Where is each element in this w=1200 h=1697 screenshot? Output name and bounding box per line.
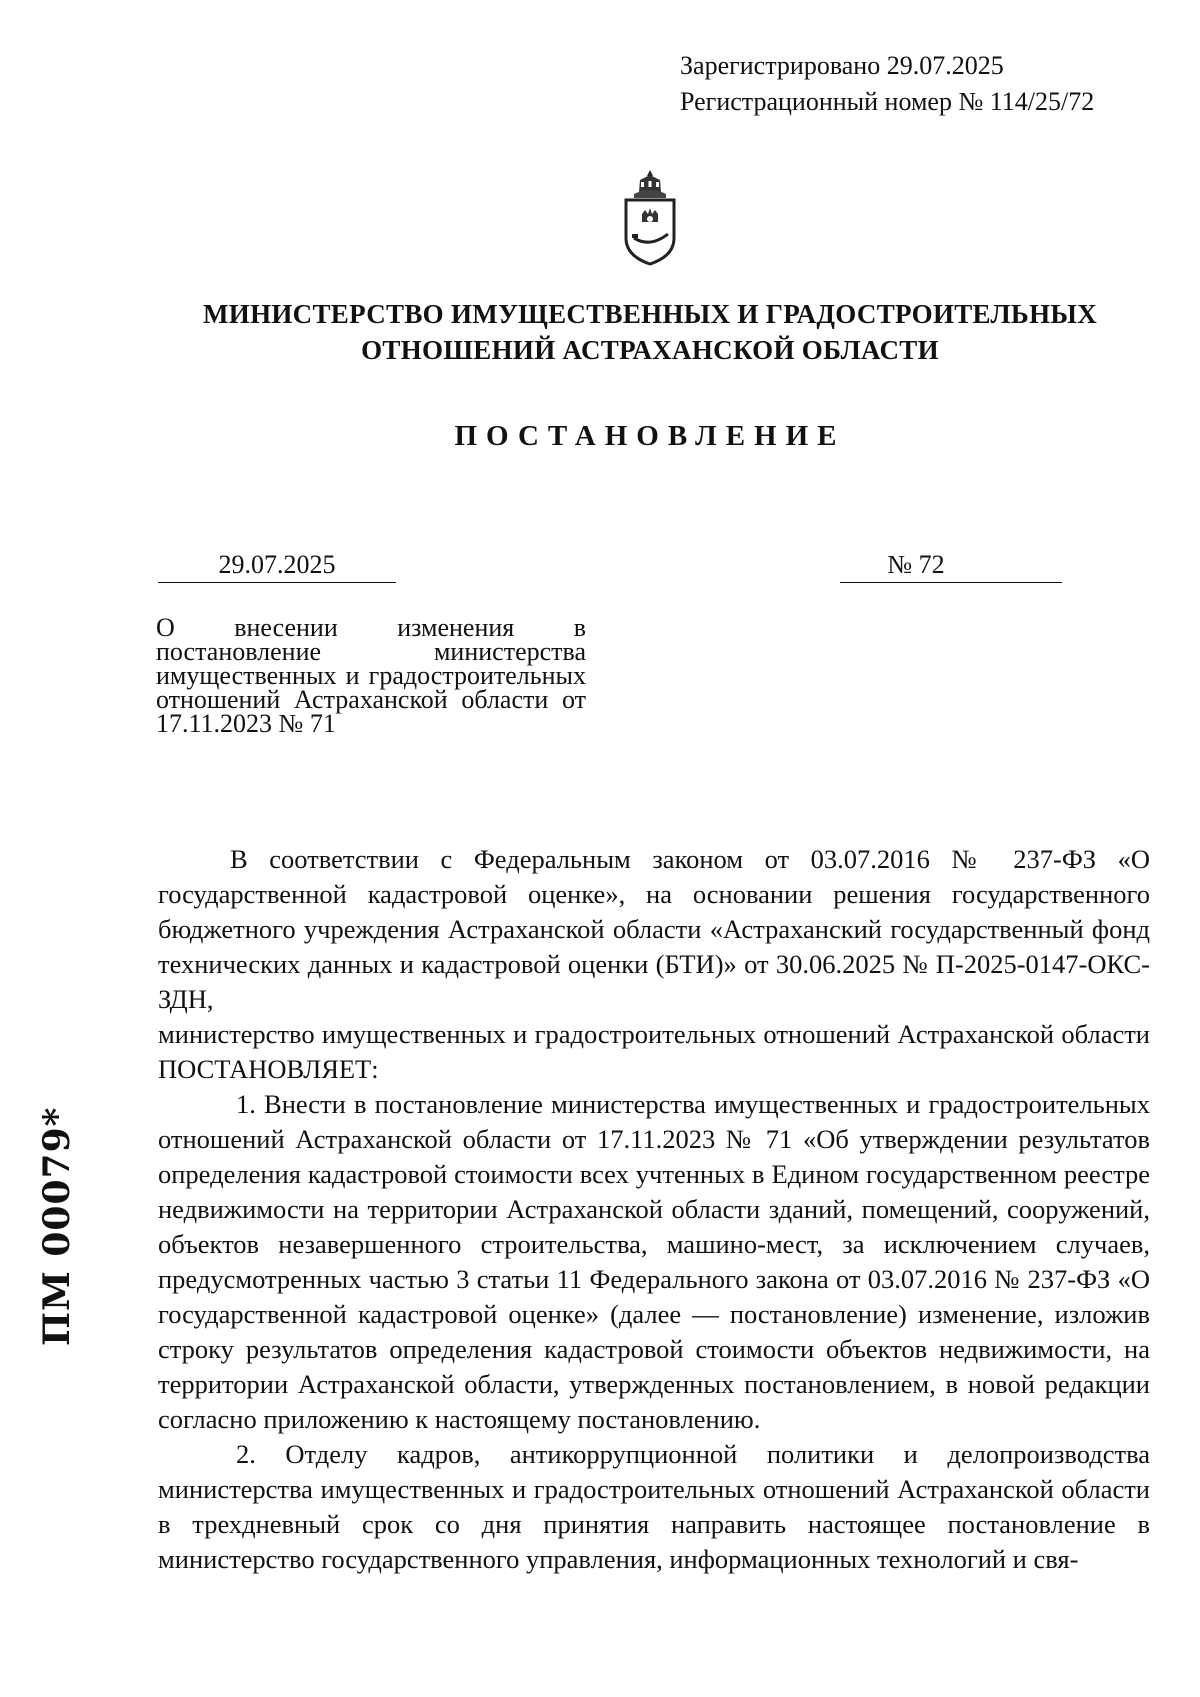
ministry-name-line-2: ОТНОШЕНИЙ АСТРАХАНСКОЙ ОБЛАСТИ	[361, 335, 939, 365]
side-registration-stamp: ПМ 00079*	[36, 1106, 78, 1346]
ministry-name-line-1: МИНИСТЕРСТВО ИМУЩЕСТВЕННЫХ И ГРАДОСТРОИТЕЛЬНЫХ	[202, 299, 1097, 329]
registration-block	[680, 48, 1094, 120]
registration-number-line: Регистрационный номер № 114/25/72	[680, 87, 1095, 116]
document-date: 29.07.2025	[158, 548, 396, 583]
document-subject: О внесении изменения в постановление министерства имущественных и градостроительных отношений Астраханской области от 17.11.2023 № 71	[156, 613, 586, 738]
item-2-paragraph: 2. Отделу кадров, антикоррупционной политики и делопроизводства министерства имущественных и градостроительных отношений Астраханской области в трехдневный срок со дня принятия направить настоящее постановление в министерство государственного управления, информационных технологий и свя-	[158, 1439, 1150, 1574]
ministry-name	[100, 296, 1200, 368]
item-1-paragraph: 1. Внести в постановление министерства имущественных и градостроительных отношений Астраханской области от 17.11.2023 № 71 «Об утверждении результатов определения кадастровой стоимости всех учтенных в Едином государственном реестре недвижимости на территории Астраханской области зданий, помещений, сооружений, объектов незавершенного строительства, машино-мест, за исключением случаев, предусмотренных частью 3 статьи 11 Федерального закона от 03.07.2016 № 237-ФЗ «О государственной кадастровой оценке» (далее — постановление) изменение, изложив строку результатов определения кадастровой стоимости объектов недвижимости, на территории Астраханской области, утвержденных постановлением, в новой редакции согласно приложению к настоящему постановлению.	[158, 1089, 1150, 1434]
registration-date-line: Зарегистрировано 29.07.2025	[680, 51, 1004, 80]
document-number: № 72	[840, 548, 1062, 583]
document-type-title: ПОСТАНОВЛЕНИЕ	[454, 420, 846, 452]
coat-of-arms-icon	[614, 168, 686, 268]
resolving-paragraph: министерство имущественных и градостроительных отношений Астраханской области ПОСТАНОВЛЯЕТ:	[158, 1019, 1150, 1084]
preamble-paragraph: В соответствии с Федеральным законом от 03.07.2016 № 237-ФЗ «О государственной кадастровой оценке», на основании решения государственного бюджетного учреждения Астраханской области «Астраханский государственный фонд технических данных и кадастровой оценки (БТИ)» от 30.06.2025 № П-2025-0147-ОКС-ЗДН,	[158, 844, 1150, 1014]
document-body	[158, 842, 1150, 1577]
